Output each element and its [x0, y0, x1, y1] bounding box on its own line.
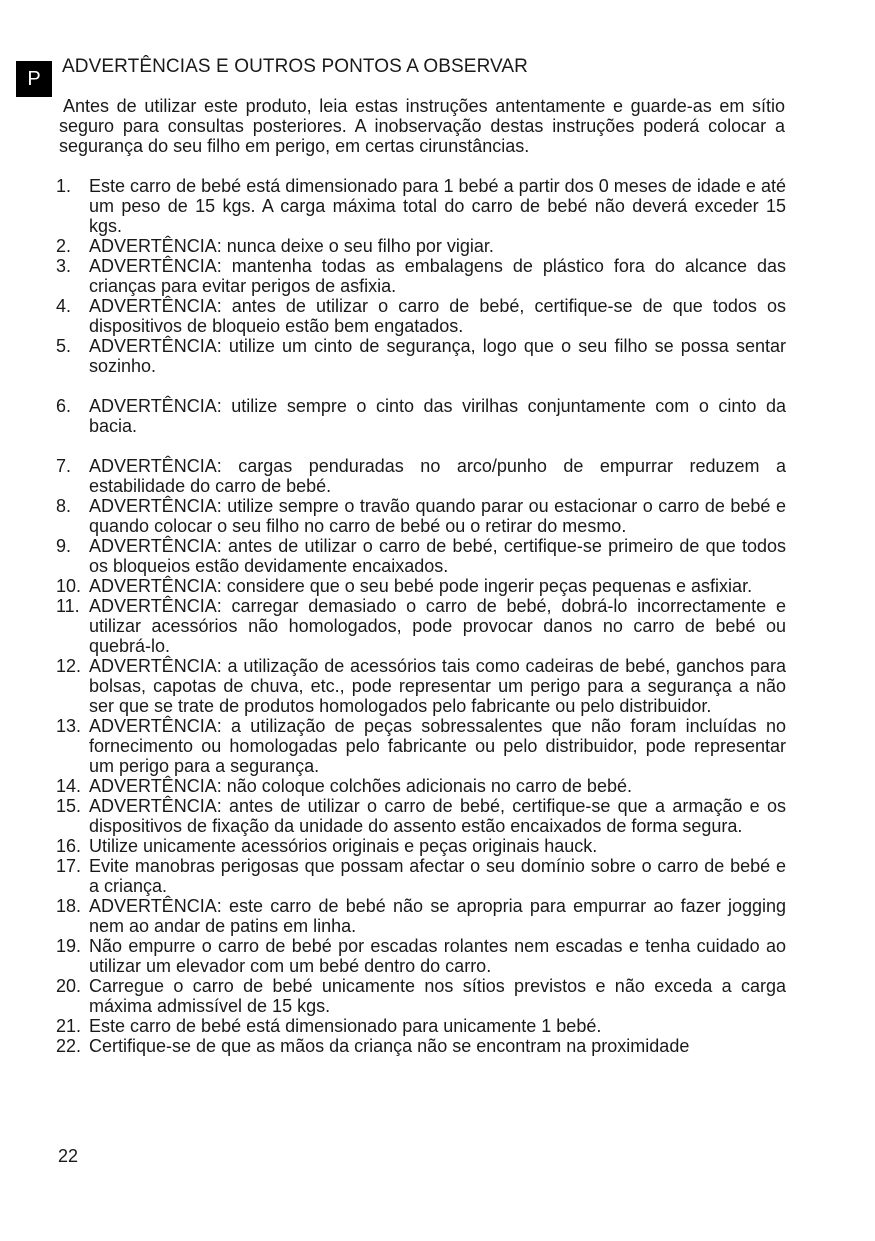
item-number: 4.	[56, 296, 72, 316]
list-item	[56, 1016, 786, 1036]
item-text: ADVERTÊNCIA: utilize sempre o cinto das virilhas conjuntamente com o cinto da bacia.	[89, 396, 786, 436]
item-text: ADVERTÊNCIA: a utilização de peças sobressalentes que não foram incluídas no fornecimento ou homologadas pelo fabricante ou pelo distribuidor, pode representar um perigo para a segurança.	[89, 716, 786, 776]
list-item	[56, 496, 786, 536]
item-number: 6.	[56, 396, 72, 416]
item-number: 7.	[56, 456, 72, 476]
item-number: 10.	[56, 576, 82, 596]
item-text: ADVERTÊNCIA: nunca deixe o seu filho por vigiar.	[89, 236, 494, 256]
item-number: 11.	[56, 596, 80, 616]
item-number: 15.	[56, 796, 82, 816]
list-item	[56, 336, 786, 376]
list-item	[56, 776, 786, 796]
item-number: 18.	[56, 896, 82, 916]
list-item	[56, 536, 786, 576]
item-text: ADVERTÊNCIA: antes de utilizar o carro de bebé, certifique-se que a armação e os dispositivos de fixação da unidade do assento estão encaixados de forma segura.	[89, 796, 786, 836]
item-number: 17.	[56, 856, 82, 876]
list-item	[56, 656, 786, 716]
item-text: ADVERTÊNCIA: cargas penduradas no arco/punho de empurrar reduzem a estabilidade do carro de bebé.	[89, 456, 786, 496]
item-number: 9.	[56, 536, 72, 556]
item-text: Não empurre o carro de bebé por escadas rolantes nem escadas e tenha cuidado ao utilizar um elevador com um bebé dentro do carro.	[89, 936, 786, 976]
item-text: ADVERTÊNCIA: carregar demasiado o carro de bebé, dobrá-lo incorrectamente e utilizar acessórios não homologados, pode provocar danos no carro de bebé ou quebrá-lo.	[89, 596, 786, 656]
list-item	[56, 936, 786, 976]
item-number: 12.	[56, 656, 82, 676]
item-text: Certifique-se de que as mãos da criança não se encontram na proximidade	[89, 1036, 690, 1056]
list-item	[56, 176, 786, 236]
item-number: 22.	[56, 1036, 82, 1056]
item-number: 8.	[56, 496, 72, 516]
item-text: Utilize unicamente acessórios originais e peças originais hauck.	[89, 836, 598, 856]
item-text: ADVERTÊNCIA: este carro de bebé não se apropria para empurrar ao fazer jogging nem ao andar de patins em linha.	[89, 896, 786, 936]
list-item	[56, 576, 786, 596]
item-text: ADVERTÊNCIA: a utilização de acessórios tais como cadeiras de bebé, ganchos para bolsas, capotas de chuva, etc., pode representar um perigo para a segurança a não ser que se trate de produtos homologados pelo fabricante ou pelo distribuidor.	[89, 656, 786, 716]
item-text: Evite manobras perigosas que possam afectar o seu domínio sobre o carro de bebé e a criança.	[89, 856, 786, 896]
item-text: ADVERTÊNCIA: antes de utilizar o carro de bebé, certifique-se de que todos os dispositivos de bloqueio estão bem engatados.	[89, 296, 786, 336]
item-text: ADVERTÊNCIA: utilize sempre o travão quando parar ou estacionar o carro de bebé e quando colocar o seu filho no carro de bebé ou o retirar do mesmo.	[89, 496, 786, 536]
list-item	[56, 456, 786, 496]
page-number: 22	[58, 1146, 79, 1166]
item-text: Este carro de bebé está dimensionado para unicamente 1 bebé.	[89, 1016, 602, 1036]
item-number: 14.	[56, 776, 82, 796]
item-number: 20.	[56, 976, 82, 996]
item-number: 3.	[56, 256, 72, 276]
item-number: 13.	[56, 716, 82, 736]
page-title: ADVERTÊNCIAS E OUTROS PONTOS A OBSERVAR	[62, 56, 529, 77]
list-item	[56, 796, 786, 836]
list-item	[56, 896, 786, 936]
item-number: 21.	[56, 1016, 82, 1036]
list-item	[56, 296, 786, 336]
list-item	[56, 976, 786, 1016]
list-item	[56, 1036, 786, 1056]
item-text: Este carro de bebé está dimensionado para 1 bebé a partir dos 0 meses de idade e até um peso de 15 kgs. A carga máxima total do carro de bebé não deverá exceder 15 kgs.	[89, 176, 786, 236]
item-text: ADVERTÊNCIA: utilize um cinto de segurança, logo que o seu filho se possa sentar sozinho.	[89, 336, 786, 376]
item-number: 19.	[56, 936, 82, 956]
list-item	[56, 236, 786, 256]
item-text: ADVERTÊNCIA: considere que o seu bebé pode ingerir peças pequenas e asfixiar.	[89, 576, 753, 596]
list-item	[56, 716, 786, 776]
list-item	[56, 396, 786, 436]
language-marker-badge: P	[16, 61, 52, 97]
intro-paragraph: Antes de utilizar este produto, leia estas instruções antentamente e guarde-as em sítio seguro para consultas posteriores. A inobservação destas instruções poderá colocar a segurança do seu filho em perigo, em certas cirunstâncias.	[59, 96, 785, 156]
item-text: ADVERTÊNCIA: não coloque colchões adicionais no carro de bebé.	[89, 776, 632, 796]
item-text: ADVERTÊNCIA: antes de utilizar o carro de bebé, certifique-se primeiro de que todos os bloqueios estão devidamente encaixados.	[89, 536, 786, 576]
list-item	[56, 596, 786, 656]
list-item	[56, 256, 786, 296]
warnings-list	[56, 176, 786, 1056]
list-item	[56, 856, 786, 896]
item-number: 2.	[56, 236, 72, 256]
list-item	[56, 836, 786, 856]
item-number: 1.	[56, 176, 72, 196]
item-number: 16.	[56, 836, 82, 856]
item-number: 5.	[56, 336, 72, 356]
item-text: ADVERTÊNCIA: mantenha todas as embalagens de plástico fora do alcance das crianças para evitar perigos de asfixia.	[89, 256, 786, 296]
item-text: Carregue o carro de bebé unicamente nos sítios previstos e não exceda a carga máxima admissível de 15 kgs.	[89, 976, 786, 1016]
